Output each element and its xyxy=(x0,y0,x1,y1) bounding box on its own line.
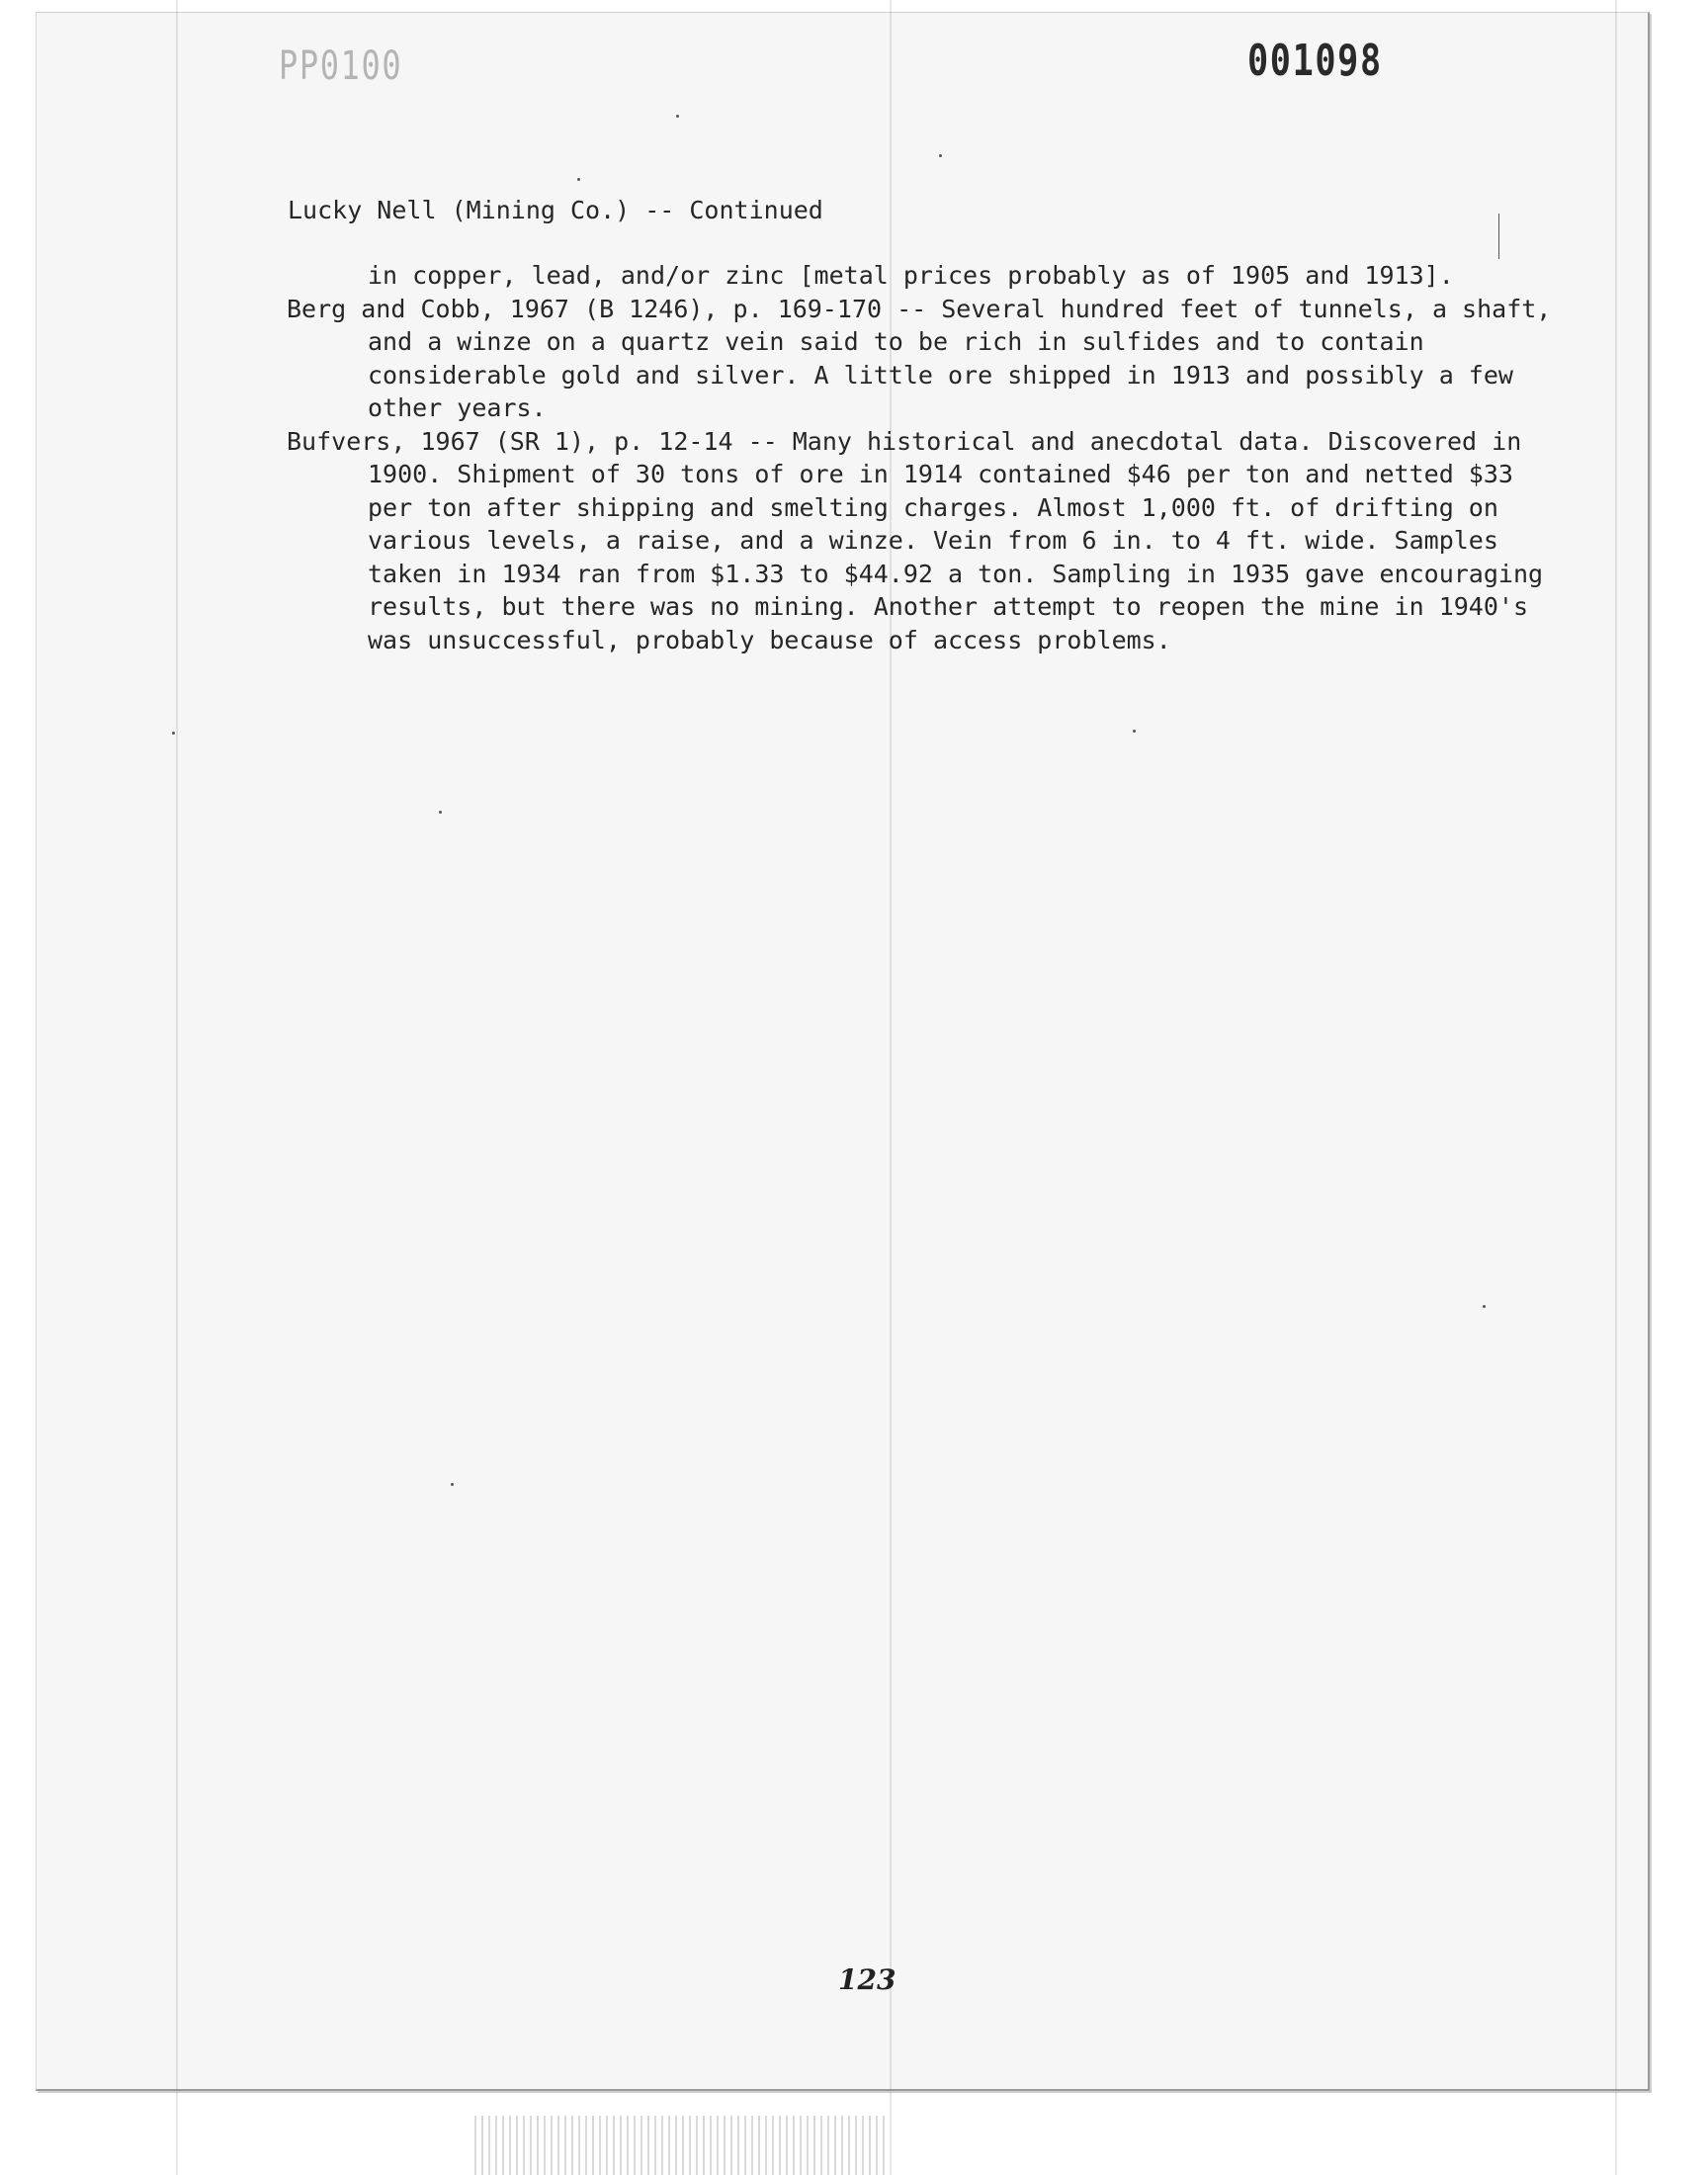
scan-speck xyxy=(172,732,175,735)
scan-fold-line xyxy=(1615,0,1617,2175)
section-heading: Lucky Nell (Mining Co.) -- Continued xyxy=(288,196,823,224)
page-number: 123 xyxy=(838,1963,897,1996)
margin-mark xyxy=(1498,214,1499,259)
scan-speck xyxy=(451,1483,454,1486)
reference-entry-bufvers: Bufvers, 1967 (SR 1), p. 12-14 -- Many historical and anecdotal data. Discovered in 1900. Shipment of 30 tons of ore in 1914 contained $46 per ton and netted $33 per ton after shipping and smelting charges. Almost 1,000 ft. of drifting on various levels, a raise, and a winze. Vein from 6 in. to 4 ft. wide. Samples taken in 1934 ran from $1.33 to $44.92 a ton. Sampling in 1935 gave encouraging results, but there was no mining. Another attempt to reopen the mine in 1940's was unsuccessful, probably because of access problems. xyxy=(287,426,1544,654)
scan-speck xyxy=(1483,1305,1486,1308)
scan-fold-line xyxy=(176,0,178,2175)
reference-entry-berg-cobb: Berg and Cobb, 1967 (B 1246), p. 169-170 -- Several hundred feet of tunnels, a shaft, and a winze on a quartz vein said to be rich in sulfides and to contain considerable gold and silver. A little ore shipped in 1913 and possibly a few other years. xyxy=(287,294,1552,422)
scan-speck xyxy=(577,178,580,181)
document-body xyxy=(287,259,1562,656)
scan-speck xyxy=(676,115,679,118)
scan-speck xyxy=(439,811,442,814)
paragraph-continuation: in copper, lead, and/or zinc [metal prices probably as of 1905 and 1913]. xyxy=(368,261,1454,290)
scan-speck xyxy=(939,154,942,157)
scan-speck xyxy=(1133,730,1136,733)
document-stamp-left: PP0100 xyxy=(279,44,403,89)
scan-edge-artifact xyxy=(474,2116,890,2175)
document-stamp-right: 001098 xyxy=(1247,36,1383,86)
